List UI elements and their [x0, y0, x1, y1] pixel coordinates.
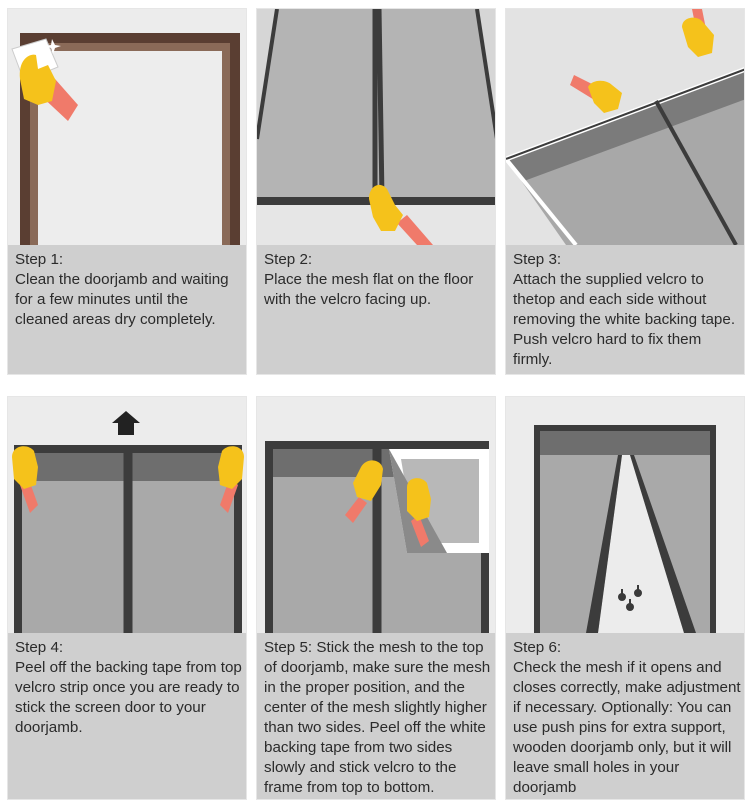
step-1-caption	[15, 250, 243, 330]
step-5-title: Step 5:	[264, 639, 313, 656]
step-3-caption	[513, 250, 741, 370]
step-2-caption	[264, 250, 492, 310]
step-4-title: Step 4:	[15, 639, 64, 656]
step-1-illustration	[8, 9, 247, 245]
step-card-6	[505, 396, 745, 800]
step-card-3	[505, 8, 745, 375]
step-4-caption	[15, 638, 243, 738]
step-6-illustration	[506, 397, 745, 633]
step-6-text: Check the mesh if it opens and closes correctly, make adjustment if necessary. Optionally: You can use push pins for extra support, wooden doorjamb only, but it will leave small holes in your doorjamb	[513, 659, 741, 796]
step-1-title: Step 1:	[15, 251, 64, 268]
step-4-text: Peel off the backing tape from top velcro strip once you are ready to stick the screen door to your doorjamb.	[15, 659, 242, 736]
step-3-title: Step 3:	[513, 251, 562, 268]
step-card-5	[256, 396, 496, 800]
step-3-illustration	[506, 9, 745, 245]
step-6-caption	[513, 638, 741, 798]
step-card-2	[256, 8, 496, 375]
step-2-title: Step 2:	[264, 251, 313, 268]
step-2-text: Place the mesh flat on the floor with the velcro facing up.	[264, 271, 474, 308]
step-card-1	[7, 8, 247, 375]
step-3-text: Attach the supplied velcro to thetop and each side without removing the white backing tape. Push velcro hard to fix them firmly.	[513, 271, 736, 368]
step-card-4	[7, 396, 247, 800]
step-5-text: Stick the mesh to the top of doorjamb, make sure the mesh in the proper position, and the center of the mesh slightly higher than two sides. Peel off the white backing tape from two sides slowly and stick velcro to the frame from top to bottom.	[264, 639, 491, 796]
step-5-illustration	[257, 397, 496, 633]
step-5-caption	[264, 638, 492, 798]
step-4-illustration	[8, 397, 247, 633]
step-2-illustration	[257, 9, 496, 245]
step-1-text: Clean the doorjamb and waiting for a few minutes until the cleaned areas dry completely.	[15, 271, 229, 328]
step-6-title: Step 6:	[513, 639, 562, 656]
